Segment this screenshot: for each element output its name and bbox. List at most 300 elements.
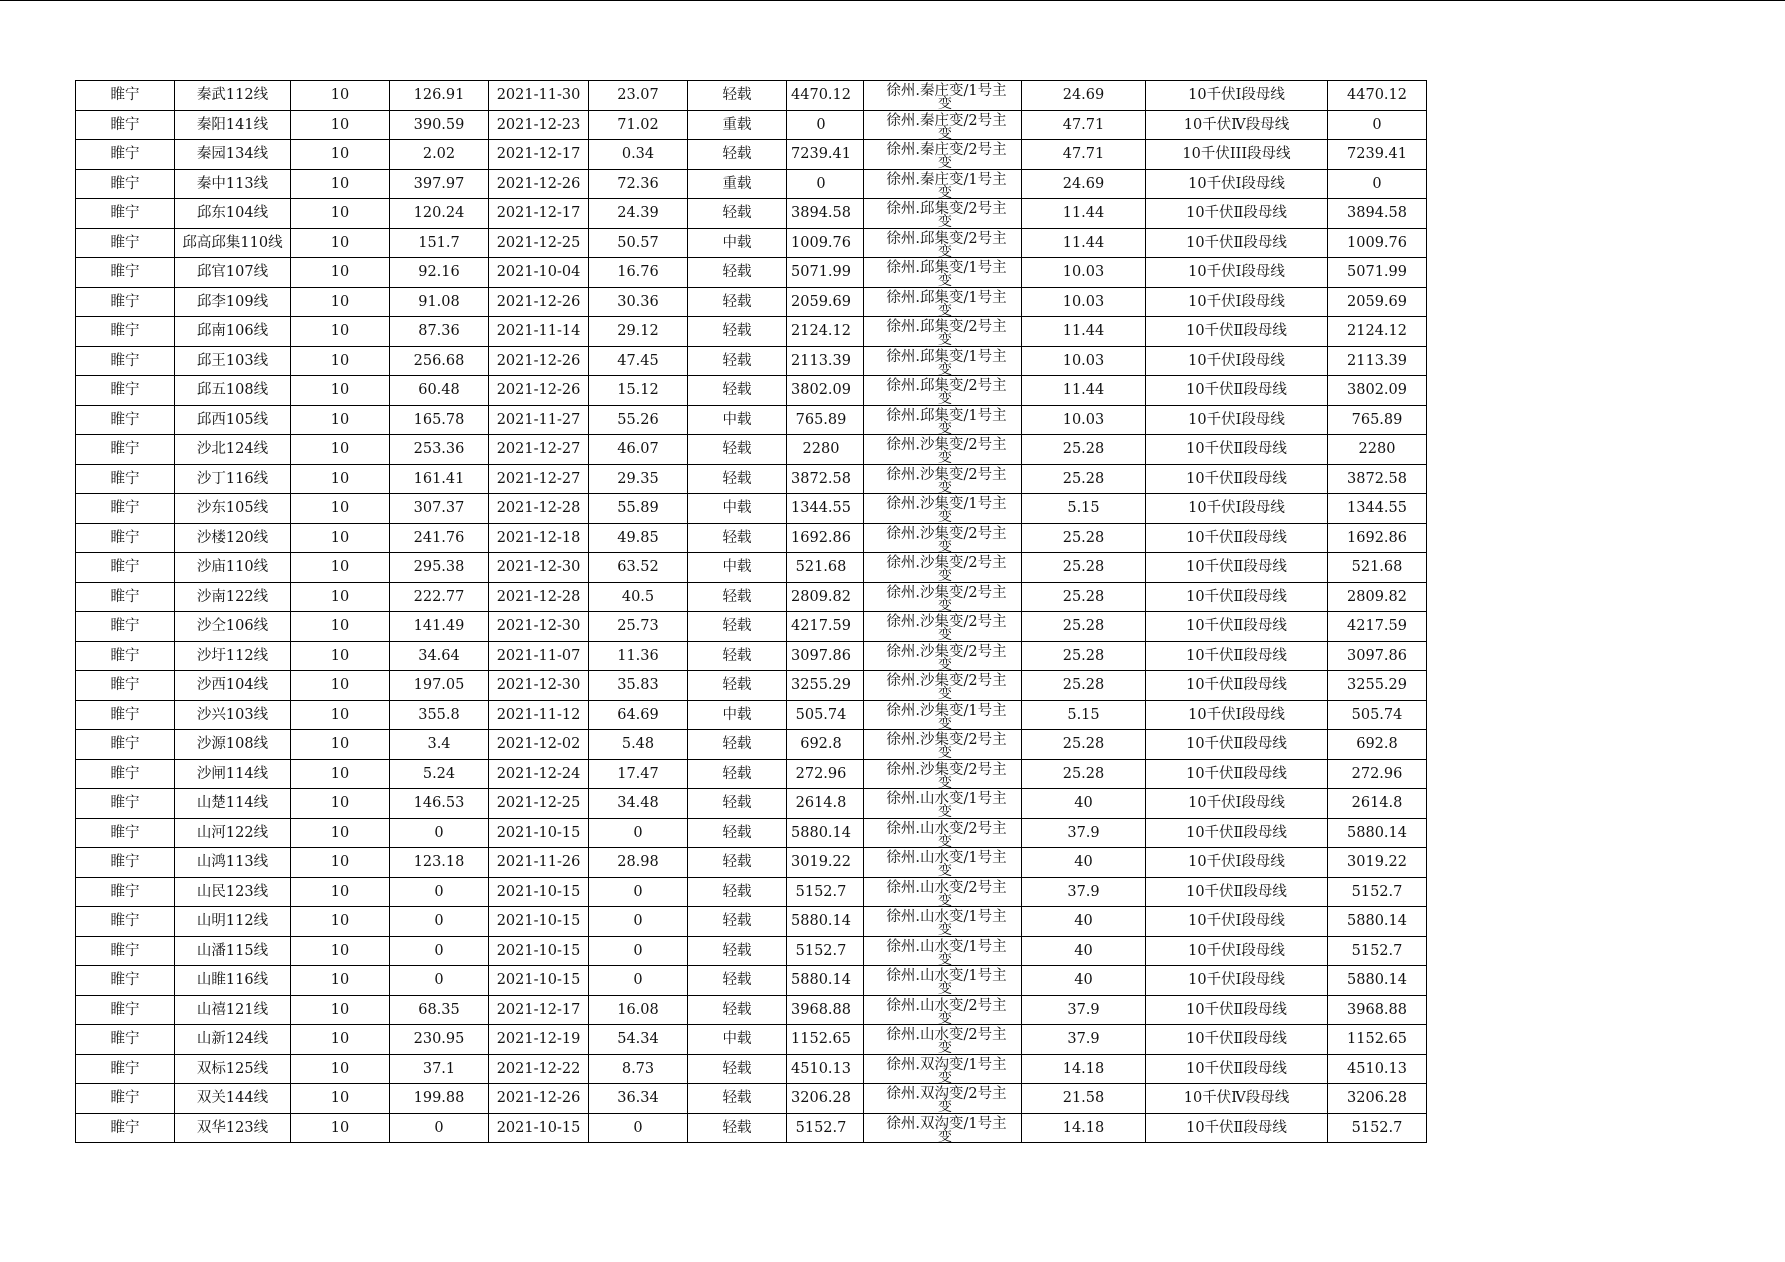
capacity-cell: 141.49 (390, 612, 489, 642)
capacity-cell: 126.91 (390, 81, 489, 111)
busbar-cell: 10千伏Ⅱ段母线 (1146, 1054, 1328, 1084)
transformer-load-cell: 25.28 (1022, 582, 1146, 612)
county-cell: 睢宁 (76, 258, 175, 288)
busbar-cell: 10千伏Ⅱ段母线 (1146, 553, 1328, 583)
date-cell: 2021-10-15 (489, 966, 589, 996)
line-name-cell: 山河122线 (175, 818, 291, 848)
table-row (76, 523, 1427, 553)
open-capacity-cell: 4510.13 (787, 1054, 864, 1084)
table-row (76, 995, 1427, 1025)
date-cell: 2021-12-28 (489, 494, 589, 524)
line-open-capacity-cell: 2059.69 (1328, 287, 1427, 317)
table-row (76, 169, 1427, 199)
date-cell: 2021-12-26 (489, 346, 589, 376)
substation-transformer-cell (864, 966, 1022, 996)
date-cell: 2021-10-15 (489, 907, 589, 937)
data-table (75, 80, 1427, 1143)
table-row (76, 1025, 1427, 1055)
capacity-cell: 5.24 (390, 759, 489, 789)
voltage-cell: 10 (291, 671, 390, 701)
date-cell: 2021-12-30 (489, 553, 589, 583)
busbar-cell: 10千伏Ⅱ段母线 (1146, 317, 1328, 347)
county-cell: 睢宁 (76, 346, 175, 376)
line-open-capacity-cell: 2614.8 (1328, 789, 1427, 819)
busbar-cell: 10千伏Ⅰ段母线 (1146, 287, 1328, 317)
date-cell: 2021-10-15 (489, 936, 589, 966)
open-capacity-cell: 2280 (787, 435, 864, 465)
substation-transformer-text: 徐州.山水变/2号主 变 (872, 878, 1021, 896)
capacity-cell: 256.68 (390, 346, 489, 376)
load-level-cell: 中载 (688, 228, 787, 258)
load-level-cell: 轻载 (688, 81, 787, 111)
substation-transformer-cell (864, 995, 1022, 1025)
transformer-load-cell: 37.9 (1022, 995, 1146, 1025)
substation-transformer-text: 徐州.沙集变/2号主 变 (872, 553, 1021, 571)
busbar-cell: 10千伏Ⅰ段母线 (1146, 907, 1328, 937)
substation-transformer-text: 徐州.邱集变/2号主 变 (872, 229, 1021, 247)
county-cell: 睢宁 (76, 169, 175, 199)
table-row (76, 494, 1427, 524)
table-row (76, 1054, 1427, 1084)
line-open-capacity-cell: 3894.58 (1328, 199, 1427, 229)
voltage-cell: 10 (291, 612, 390, 642)
voltage-cell: 10 (291, 405, 390, 435)
substation-transformer-cell (864, 1084, 1022, 1114)
line-open-capacity-cell: 4510.13 (1328, 1054, 1427, 1084)
busbar-cell: 10千伏Ⅱ段母线 (1146, 1113, 1328, 1143)
line-name-cell: 双华123线 (175, 1113, 291, 1143)
busbar-cell: 10千伏Ⅰ段母线 (1146, 81, 1328, 111)
county-cell: 睢宁 (76, 907, 175, 937)
busbar-cell: 10千伏Ⅱ段母线 (1146, 612, 1328, 642)
substation-transformer-text: 徐州.邱集变/1号主 变 (872, 258, 1021, 276)
county-cell: 睢宁 (76, 1054, 175, 1084)
line-name-cell: 沙楼120线 (175, 523, 291, 553)
open-capacity-cell: 1692.86 (787, 523, 864, 553)
page-top-border (0, 0, 1785, 1)
substation-transformer-text: 徐州.秦庄变/1号主 变 (872, 170, 1021, 188)
line-name-cell: 邱官107线 (175, 258, 291, 288)
county-cell: 睢宁 (76, 966, 175, 996)
capacity-cell: 222.77 (390, 582, 489, 612)
voltage-cell: 10 (291, 700, 390, 730)
transformer-load-cell: 11.44 (1022, 228, 1146, 258)
substation-transformer-text: 徐州.秦庄变/2号主 变 (872, 140, 1021, 158)
substation-transformer-cell (864, 936, 1022, 966)
load-level-cell: 轻载 (688, 1084, 787, 1114)
open-capacity-cell: 2614.8 (787, 789, 864, 819)
load-rate-cell: 0 (589, 877, 688, 907)
capacity-cell: 355.8 (390, 700, 489, 730)
table-row (76, 287, 1427, 317)
voltage-cell: 10 (291, 228, 390, 258)
line-name-cell: 沙北124线 (175, 435, 291, 465)
transformer-load-cell: 25.28 (1022, 612, 1146, 642)
table-row (76, 405, 1427, 435)
substation-transformer-text: 徐州.邱集变/1号主 变 (872, 406, 1021, 424)
open-capacity-cell: 3206.28 (787, 1084, 864, 1114)
load-level-cell: 轻载 (688, 995, 787, 1025)
line-name-cell: 邱西105线 (175, 405, 291, 435)
busbar-cell: 10千伏Ⅳ段母线 (1146, 110, 1328, 140)
line-name-cell: 邱五108线 (175, 376, 291, 406)
load-rate-cell: 55.89 (589, 494, 688, 524)
busbar-cell: 10千伏Ⅰ段母线 (1146, 848, 1328, 878)
substation-transformer-text: 徐州.山水变/1号主 变 (872, 937, 1021, 955)
load-rate-cell: 0 (589, 907, 688, 937)
open-capacity-cell: 2059.69 (787, 287, 864, 317)
line-open-capacity-cell: 272.96 (1328, 759, 1427, 789)
voltage-cell: 10 (291, 1025, 390, 1055)
date-cell: 2021-12-28 (489, 582, 589, 612)
county-cell: 睢宁 (76, 730, 175, 760)
substation-transformer-text: 徐州.沙集变/2号主 变 (872, 435, 1021, 453)
capacity-cell: 91.08 (390, 287, 489, 317)
table-row (76, 435, 1427, 465)
voltage-cell: 10 (291, 81, 390, 111)
load-rate-cell: 8.73 (589, 1054, 688, 1084)
load-rate-cell: 71.02 (589, 110, 688, 140)
line-name-cell: 沙兴103线 (175, 700, 291, 730)
line-open-capacity-cell: 505.74 (1328, 700, 1427, 730)
county-cell: 睢宁 (76, 287, 175, 317)
table-row (76, 848, 1427, 878)
capacity-cell: 0 (390, 818, 489, 848)
capacity-cell: 87.36 (390, 317, 489, 347)
voltage-cell: 10 (291, 140, 390, 170)
substation-transformer-cell (864, 376, 1022, 406)
load-rate-cell: 40.5 (589, 582, 688, 612)
date-cell: 2021-12-23 (489, 110, 589, 140)
load-rate-cell: 5.48 (589, 730, 688, 760)
date-cell: 2021-10-04 (489, 258, 589, 288)
load-level-cell: 轻载 (688, 936, 787, 966)
line-name-cell: 山潘115线 (175, 936, 291, 966)
capacity-cell: 295.38 (390, 553, 489, 583)
substation-transformer-text: 徐州.山水变/1号主 变 (872, 907, 1021, 925)
busbar-cell: 10千伏Ⅰ段母线 (1146, 346, 1328, 376)
table-row (76, 110, 1427, 140)
load-rate-cell: 0.34 (589, 140, 688, 170)
load-rate-cell: 49.85 (589, 523, 688, 553)
busbar-cell: 10千伏Ⅰ段母线 (1146, 169, 1328, 199)
table-row (76, 1113, 1427, 1143)
line-name-cell: 秦阳141线 (175, 110, 291, 140)
open-capacity-cell: 0 (787, 110, 864, 140)
voltage-cell: 10 (291, 1054, 390, 1084)
capacity-cell: 123.18 (390, 848, 489, 878)
capacity-cell: 151.7 (390, 228, 489, 258)
line-open-capacity-cell: 4470.12 (1328, 81, 1427, 111)
county-cell: 睢宁 (76, 877, 175, 907)
substation-transformer-cell (864, 641, 1022, 671)
date-cell: 2021-10-15 (489, 877, 589, 907)
capacity-cell: 307.37 (390, 494, 489, 524)
load-rate-cell: 29.35 (589, 464, 688, 494)
capacity-cell: 161.41 (390, 464, 489, 494)
line-name-cell: 沙东105线 (175, 494, 291, 524)
transformer-load-cell: 40 (1022, 848, 1146, 878)
transformer-load-cell: 25.28 (1022, 759, 1146, 789)
line-name-cell: 沙丁116线 (175, 464, 291, 494)
substation-transformer-text: 徐州.秦庄变/2号主 变 (872, 111, 1021, 129)
substation-transformer-cell (864, 789, 1022, 819)
line-name-cell: 山新124线 (175, 1025, 291, 1055)
load-rate-cell: 35.83 (589, 671, 688, 701)
busbar-cell: 10千伏Ⅱ段母线 (1146, 376, 1328, 406)
load-level-cell: 重载 (688, 110, 787, 140)
date-cell: 2021-12-26 (489, 287, 589, 317)
table-row (76, 877, 1427, 907)
substation-transformer-cell (864, 523, 1022, 553)
substation-transformer-text: 徐州.沙集变/2号主 变 (872, 760, 1021, 778)
transformer-load-cell: 25.28 (1022, 730, 1146, 760)
date-cell: 2021-12-26 (489, 169, 589, 199)
substation-transformer-text: 徐州.邱集变/2号主 变 (872, 376, 1021, 394)
substation-transformer-cell (864, 848, 1022, 878)
line-open-capacity-cell: 1344.55 (1328, 494, 1427, 524)
table-row (76, 759, 1427, 789)
busbar-cell: 10千伏Ⅱ段母线 (1146, 199, 1328, 229)
county-cell: 睢宁 (76, 435, 175, 465)
date-cell: 2021-12-27 (489, 435, 589, 465)
line-open-capacity-cell: 4217.59 (1328, 612, 1427, 642)
date-cell: 2021-12-30 (489, 671, 589, 701)
date-cell: 2021-12-26 (489, 376, 589, 406)
load-rate-cell: 36.34 (589, 1084, 688, 1114)
line-name-cell: 沙西104线 (175, 671, 291, 701)
load-level-cell: 轻载 (688, 848, 787, 878)
substation-transformer-cell (864, 612, 1022, 642)
capacity-cell: 37.1 (390, 1054, 489, 1084)
county-cell: 睢宁 (76, 494, 175, 524)
capacity-cell: 68.35 (390, 995, 489, 1025)
open-capacity-cell: 3894.58 (787, 199, 864, 229)
line-open-capacity-cell: 3019.22 (1328, 848, 1427, 878)
line-open-capacity-cell: 0 (1328, 110, 1427, 140)
substation-transformer-text: 徐州.山水变/2号主 变 (872, 1025, 1021, 1043)
load-rate-cell: 29.12 (589, 317, 688, 347)
table-row (76, 671, 1427, 701)
line-name-cell: 邱王103线 (175, 346, 291, 376)
county-cell: 睢宁 (76, 1025, 175, 1055)
voltage-cell: 10 (291, 494, 390, 524)
line-open-capacity-cell: 2113.39 (1328, 346, 1427, 376)
county-cell: 睢宁 (76, 405, 175, 435)
open-capacity-cell: 4470.12 (787, 81, 864, 111)
open-capacity-cell: 765.89 (787, 405, 864, 435)
table-row (76, 582, 1427, 612)
date-cell: 2021-12-27 (489, 464, 589, 494)
capacity-cell: 92.16 (390, 258, 489, 288)
substation-transformer-cell (864, 494, 1022, 524)
busbar-cell: 10千伏Ⅰ段母线 (1146, 405, 1328, 435)
open-capacity-cell: 3968.88 (787, 995, 864, 1025)
table-row (76, 376, 1427, 406)
substation-transformer-cell (864, 258, 1022, 288)
substation-transformer-cell (864, 464, 1022, 494)
voltage-cell: 10 (291, 1084, 390, 1114)
county-cell: 睢宁 (76, 317, 175, 347)
line-open-capacity-cell: 2280 (1328, 435, 1427, 465)
capacity-cell: 0 (390, 907, 489, 937)
open-capacity-cell: 1152.65 (787, 1025, 864, 1055)
voltage-cell: 10 (291, 877, 390, 907)
busbar-cell: 10千伏Ⅰ段母线 (1146, 936, 1328, 966)
date-cell: 2021-11-27 (489, 405, 589, 435)
load-level-cell: 轻载 (688, 1113, 787, 1143)
load-rate-cell: 16.08 (589, 995, 688, 1025)
table-row (76, 907, 1427, 937)
open-capacity-cell: 5152.7 (787, 1113, 864, 1143)
capacity-cell: 199.88 (390, 1084, 489, 1114)
line-open-capacity-cell: 5880.14 (1328, 818, 1427, 848)
county-cell: 睢宁 (76, 936, 175, 966)
transformer-load-cell: 11.44 (1022, 317, 1146, 347)
open-capacity-cell: 5880.14 (787, 907, 864, 937)
open-capacity-cell: 3019.22 (787, 848, 864, 878)
busbar-cell: 10千伏Ⅱ段母线 (1146, 995, 1328, 1025)
table-row (76, 81, 1427, 111)
date-cell: 2021-12-26 (489, 1084, 589, 1114)
county-cell: 睢宁 (76, 671, 175, 701)
load-rate-cell: 23.07 (589, 81, 688, 111)
transformer-load-cell: 47.71 (1022, 110, 1146, 140)
county-cell: 睢宁 (76, 464, 175, 494)
transformer-load-cell: 40 (1022, 936, 1146, 966)
voltage-cell: 10 (291, 435, 390, 465)
line-open-capacity-cell: 3802.09 (1328, 376, 1427, 406)
capacity-cell: 241.76 (390, 523, 489, 553)
voltage-cell: 10 (291, 789, 390, 819)
table-row (76, 258, 1427, 288)
line-name-cell: 双标125线 (175, 1054, 291, 1084)
load-level-cell: 轻载 (688, 464, 787, 494)
transformer-load-cell: 10.03 (1022, 287, 1146, 317)
county-cell: 睢宁 (76, 700, 175, 730)
transformer-load-cell: 5.15 (1022, 494, 1146, 524)
transformer-load-cell: 40 (1022, 966, 1146, 996)
date-cell: 2021-11-12 (489, 700, 589, 730)
load-level-cell: 轻载 (688, 612, 787, 642)
transformer-load-cell: 25.28 (1022, 671, 1146, 701)
load-level-cell: 轻载 (688, 1054, 787, 1084)
load-rate-cell: 0 (589, 936, 688, 966)
substation-transformer-text: 徐州.山水变/2号主 变 (872, 819, 1021, 837)
open-capacity-cell: 3802.09 (787, 376, 864, 406)
voltage-cell: 10 (291, 818, 390, 848)
voltage-cell: 10 (291, 199, 390, 229)
date-cell: 2021-11-14 (489, 317, 589, 347)
line-name-cell: 邱东104线 (175, 199, 291, 229)
load-level-cell: 轻载 (688, 435, 787, 465)
date-cell: 2021-12-19 (489, 1025, 589, 1055)
open-capacity-cell: 521.68 (787, 553, 864, 583)
voltage-cell: 10 (291, 317, 390, 347)
substation-transformer-cell (864, 671, 1022, 701)
line-name-cell: 沙源108线 (175, 730, 291, 760)
substation-transformer-cell (864, 199, 1022, 229)
substation-transformer-text: 徐州.沙集变/2号主 变 (872, 642, 1021, 660)
voltage-cell: 10 (291, 966, 390, 996)
load-rate-cell: 63.52 (589, 553, 688, 583)
line-open-capacity-cell: 521.68 (1328, 553, 1427, 583)
county-cell: 睢宁 (76, 759, 175, 789)
date-cell: 2021-12-18 (489, 523, 589, 553)
load-rate-cell: 46.07 (589, 435, 688, 465)
load-level-cell: 重载 (688, 169, 787, 199)
date-cell: 2021-12-17 (489, 995, 589, 1025)
open-capacity-cell: 505.74 (787, 700, 864, 730)
voltage-cell: 10 (291, 523, 390, 553)
capacity-cell: 2.02 (390, 140, 489, 170)
load-level-cell: 轻载 (688, 317, 787, 347)
voltage-cell: 10 (291, 287, 390, 317)
transformer-load-cell: 24.69 (1022, 81, 1146, 111)
date-cell: 2021-12-24 (489, 759, 589, 789)
busbar-cell: 10千伏Ⅱ段母线 (1146, 582, 1328, 612)
line-name-cell: 山睢116线 (175, 966, 291, 996)
transformer-load-cell: 24.69 (1022, 169, 1146, 199)
line-name-cell: 山明112线 (175, 907, 291, 937)
load-level-cell: 中载 (688, 405, 787, 435)
load-level-cell: 轻载 (688, 818, 787, 848)
substation-transformer-text: 徐州.山水变/1号主 变 (872, 789, 1021, 807)
transformer-load-cell: 10.03 (1022, 258, 1146, 288)
substation-transformer-cell (864, 1113, 1022, 1143)
line-open-capacity-cell: 5880.14 (1328, 907, 1427, 937)
county-cell: 睢宁 (76, 199, 175, 229)
county-cell: 睢宁 (76, 1113, 175, 1143)
load-rate-cell: 0 (589, 818, 688, 848)
load-level-cell: 轻载 (688, 523, 787, 553)
transformer-load-cell: 25.28 (1022, 641, 1146, 671)
substation-transformer-cell (864, 759, 1022, 789)
voltage-cell: 10 (291, 169, 390, 199)
table-row (76, 464, 1427, 494)
line-open-capacity-cell: 5880.14 (1328, 966, 1427, 996)
capacity-cell: 60.48 (390, 376, 489, 406)
table-body (76, 81, 1427, 1143)
date-cell: 2021-12-17 (489, 199, 589, 229)
capacity-cell: 0 (390, 1113, 489, 1143)
transformer-load-cell: 47.71 (1022, 140, 1146, 170)
transformer-load-cell: 14.18 (1022, 1113, 1146, 1143)
voltage-cell: 10 (291, 553, 390, 583)
open-capacity-cell: 0 (787, 169, 864, 199)
substation-transformer-text: 徐州.邱集变/2号主 变 (872, 199, 1021, 217)
busbar-cell: 10千伏Ⅰ段母线 (1146, 789, 1328, 819)
voltage-cell: 10 (291, 582, 390, 612)
open-capacity-cell: 2124.12 (787, 317, 864, 347)
line-open-capacity-cell: 2124.12 (1328, 317, 1427, 347)
capacity-cell: 120.24 (390, 199, 489, 229)
substation-transformer-cell (864, 553, 1022, 583)
load-rate-cell: 25.73 (589, 612, 688, 642)
open-capacity-cell: 2809.82 (787, 582, 864, 612)
substation-transformer-cell (864, 700, 1022, 730)
substation-transformer-cell (864, 1025, 1022, 1055)
substation-transformer-text: 徐州.邱集变/2号主 变 (872, 317, 1021, 335)
line-name-cell: 秦武112线 (175, 81, 291, 111)
load-rate-cell: 55.26 (589, 405, 688, 435)
table-row (76, 553, 1427, 583)
table-row (76, 730, 1427, 760)
voltage-cell: 10 (291, 346, 390, 376)
county-cell: 睢宁 (76, 612, 175, 642)
line-open-capacity-cell: 765.89 (1328, 405, 1427, 435)
load-rate-cell: 64.69 (589, 700, 688, 730)
